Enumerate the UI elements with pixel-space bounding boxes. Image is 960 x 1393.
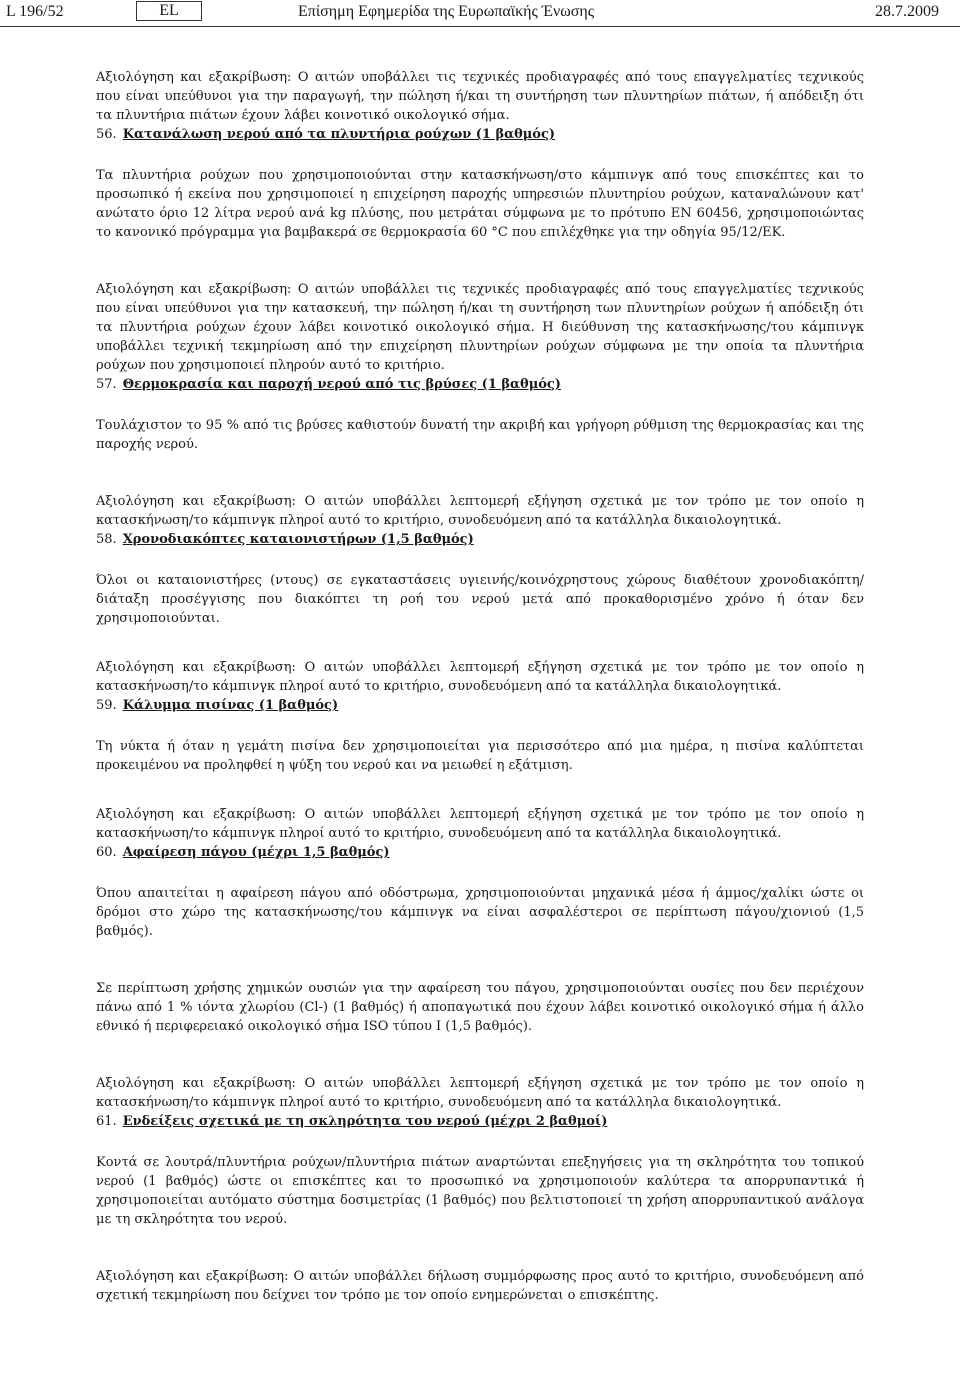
section-title: Χρονοδιακόπτες καταιονιστήρων (1,5 βαθμός)	[122, 532, 474, 547]
paragraph: Αξιολόγηση και εξακρίβωση: Ο αιτών υποβάλλει λεπτομερή εξήγηση σχετικά με τον τρόπο με τον οποίο η κατασκήνωση/το κάμπινγκ πληροί αυτό το κριτήριο, συνοδευόμενη από τα κατάλληλα δικαιολογητικά.	[96, 1076, 864, 1110]
publication-date: 28.7.2009	[875, 3, 939, 20]
paragraph: Αξιολόγηση και εξακρίβωση: Ο αιτών υποβάλλει λεπτομερή εξήγηση σχετικά με τον τρόπο με τον οποίο η κατασκήνωση/το κάμπινγκ πληροί αυτό το κριτήριο, συνοδευόμενη από τα κατάλληλα δικαιολογητικά.	[96, 494, 864, 528]
section-heading	[96, 530, 864, 549]
section-heading	[96, 1112, 864, 1131]
section-number: 56.	[96, 127, 117, 142]
paragraph: Αξιολόγηση και εξακρίβωση: Ο αιτών υποβάλλει λεπτομερή εξήγηση σχετικά με τον τρόπο με τον οποίο η κατασκήνωση/το κάμπινγκ πληροί αυτό το κριτήριο, συνοδευόμενη από τα κατάλληλα δικαιολογητικά.	[96, 660, 864, 694]
document-body	[96, 68, 864, 1305]
journal-title: Επίσημη Εφημερίδα της Ευρωπαϊκής Ένωσης	[298, 3, 595, 20]
paragraph: Αξιολόγηση και εξακρίβωση: Ο αιτών υποβάλλει τις τεχνικές προδιαγραφές από τους επαγγελματίες τεχνικούς που είναι υπεύθυνοι για την κατασκευή, την πώληση ή/και τη συντήρηση των πλυντηρίων ρούχων ή απόδειξη ότι τα πλυντήρια ρούχων έχουν λάβει κοινοτικό οικολογικό σήμα. Η διεύθυνση της κατασκήνωσης/του κάμπινγκ υποβάλλει τεχνική τεκμηρίωση από την επιχείρηση πλυντηρίων ρούχων σύμφωνα με την οποία τα πλυντήρια ρούχων που χρησιμοποιεί πληρούν αυτό το κριτήριο.	[96, 282, 864, 373]
section-number: 57.	[96, 377, 117, 392]
language-code-box: EL	[136, 1, 202, 21]
paragraph: Τη νύκτα ή όταν η γεμάτη πισίνα δεν χρησιμοποιείται για περισσότερο από μια ημέρα, η πισίνα καλύπτεται προκειμένου να προληφθεί η ψύξη του νερού και να μειωθεί η εξάτμιση.	[96, 739, 864, 773]
section-title: Κατανάλωση νερού από τα πλυντήρια ρούχων (1 βαθμός)	[122, 127, 556, 142]
paragraph: Αξιολόγηση και εξακρίβωση: Ο αιτών υποβάλλει τις τεχνικές προδιαγραφές από τους επαγγελματίες τεχνικούς που είναι υπεύθυνοι για την παραγωγή, την πώληση ή/και τη συντήρηση των πλυντηρίων πιάτων, ή απόδειξη ότι τα πλυντήρια πιάτων έχουν λάβει κοινοτικό οικολογικό σήμα.	[96, 70, 864, 123]
section-number: 60.	[96, 845, 117, 860]
section-heading	[96, 375, 864, 394]
paragraph: Όλοι οι καταιονιστήρες (ντους) σε εγκαταστάσεις υγιεινής/κοινόχρηστους χώρους διαθέτουν χρονοδιακόπτη/διάταξη προσέγγισης που διακόπτει τη ροή του νερού μετά από προκαθορισμένο χρόνο ή όταν δεν χρησιμοποιούνται.	[96, 573, 864, 626]
paragraph: Τουλάχιστον το 95 % από τις βρύσες καθιστούν δυνατή την ακριβή και γρήγορη ρύθμιση της θερμοκρασίας και της παροχής νερού.	[96, 418, 864, 452]
section-heading	[96, 696, 864, 715]
paragraph: Αξιολόγηση και εξακρίβωση: Ο αιτών υποβάλλει λεπτομερή εξήγηση σχετικά με τον τρόπο με τον οποίο η κατασκήνωση/το κάμπινγκ πληροί αυτό το κριτήριο, συνοδευόμενη από τα κατάλληλα δικαιολογητικά.	[96, 807, 864, 841]
page-number: L 196/52	[6, 3, 64, 20]
section-number: 58.	[96, 532, 117, 547]
paragraph: Τα πλυντήρια ρούχων που χρησιμοποιούνται στην κατασκήνωση/στο κάμπινγκ από τους επισκέπτες και το προσωπικό ή εκείνα που χρησιμοποιεί η επιχείρηση παροχής υπηρεσιών πλυντηρίου ρούχων, καταναλώνουν κατ' ανώτατο όριο 12 λίτρα νερού ανά kg πλύσης, που μετράται σύμφωνα με το πρότυπο EN 60456, χρησιμοποιώντας το κανονικό πρόγραμμα για βαμβακερά σε θερμοκρασία 60 °C που επιλέχθηκε για την οδηγία 95/12/ΕΚ.	[96, 168, 864, 240]
section-title: Κάλυμμα πισίνας (1 βαθμός)	[122, 698, 339, 713]
page-header	[0, 0, 960, 27]
paragraph: Αξιολόγηση και εξακρίβωση: Ο αιτών υποβάλλει δήλωση συμμόρφωσης προς αυτό το κριτήριο, συνοδευόμενη από σχετική τεκμηρίωση που δείχνει τον τρόπο με τον οποίο ενημερώνεται ο επισκέπτης.	[96, 1269, 864, 1303]
section-heading	[96, 125, 864, 144]
section-title: Θερμοκρασία και παροχή νερού από τις βρύσες (1 βαθμός)	[122, 377, 561, 392]
section-heading	[96, 843, 864, 862]
paragraph: Όπου απαιτείται η αφαίρεση πάγου από οδόστρωμα, χρησιμοποιούνται μηχανικά μέσα ή άμμος/χαλίκι ώστε οι δρόμοι στο χώρο της κατασκήνωσης/του κάμπινγκ να είναι ασφαλέστεροι σε περίπτωση πάγου/χιονιού (1,5 βαθμός).	[96, 886, 864, 939]
section-number: 59.	[96, 698, 117, 713]
section-number: 61.	[96, 1114, 117, 1129]
paragraph: Κοντά σε λουτρά/πλυντήρια ρούχων/πλυντήρια πιάτων αναρτώνται επεξηγήσεις για τη σκληρότητα του τοπικού νερού (1 βαθμός) ώστε οι επισκέπτες και το προσωπικό να χρησιμοποιούν καλύτερα τα απορρυπαντικά ή χρησιμοποιείται αυτόματο σύστημα δοσιμετρίας (1 βαθμός) που βελτιστοποιεί τη χρήση απορρυπαντικού ανάλογα με τη σκληρότητα του νερού.	[96, 1155, 864, 1227]
paragraph: Σε περίπτωση χρήσης χημικών ουσιών για την αφαίρεση του πάγου, χρησιμοποιούνται ουσίες που δεν περιέχουν πάνω από 1 % ιόντα χλωρίου (Cl-) (1 βαθμός) ή αποπαγωτικά που έχουν λάβει κοινοτικό οικολογικό σήμα ή άλλο εθνικό ή περιφερειακό οικολογικό σήμα ISO τύπου I (1,5 βαθμός).	[96, 981, 864, 1034]
section-title: Ενδείξεις σχετικά με τη σκληρότητα του νερού (μέχρι 2 βαθμοί)	[122, 1114, 608, 1129]
section-title: Αφαίρεση πάγου (μέχρι 1,5 βαθμός)	[122, 845, 390, 860]
